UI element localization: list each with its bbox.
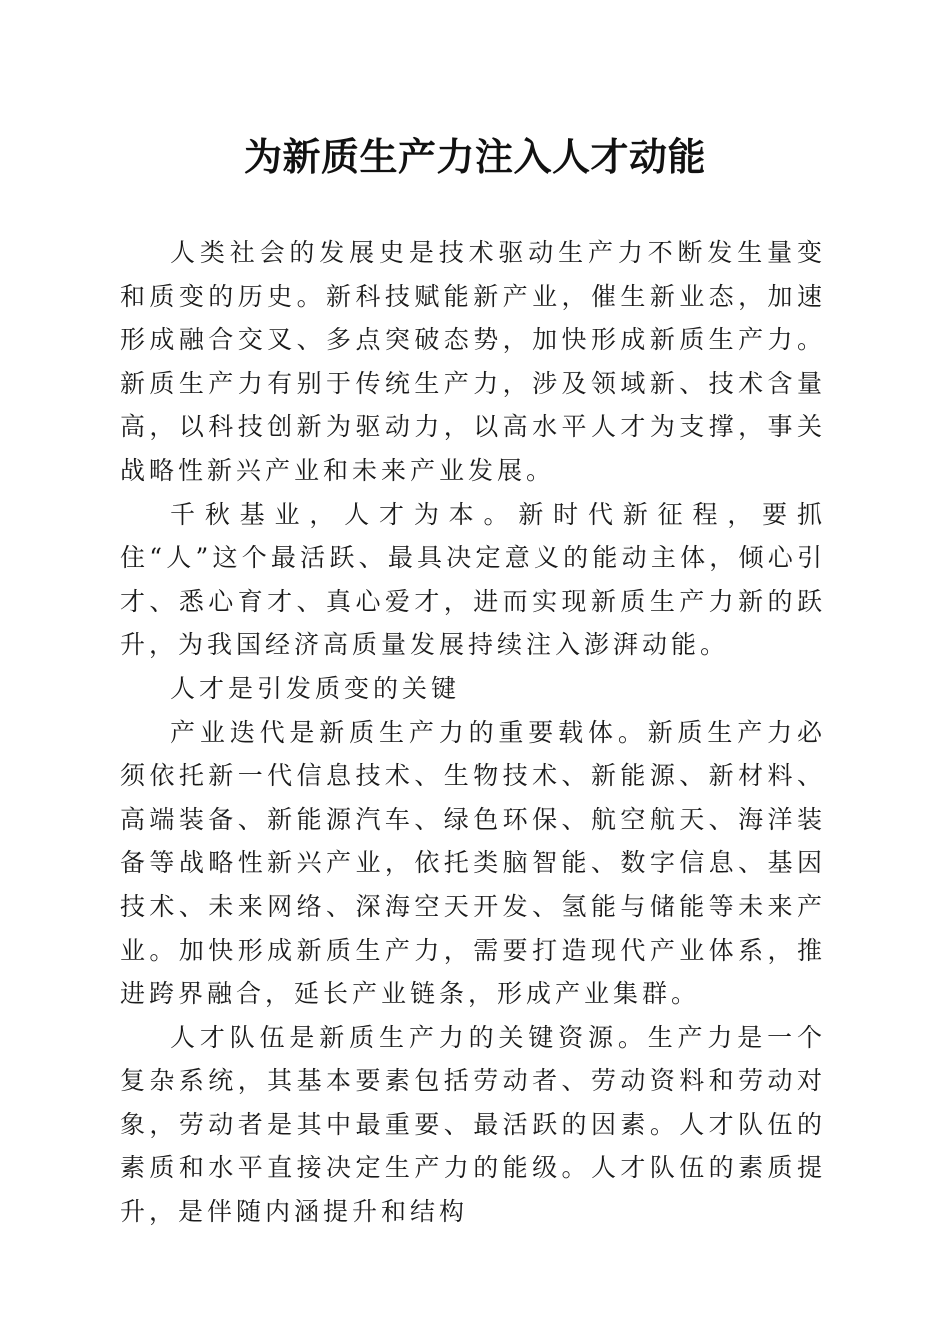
paragraph-intro: 人类社会的发展史是技术驱动生产力不断发生量变和质变的历史。新科技赋能新产业，催生新业态，加速形成融合交叉、多点突破态势，加快形成新质生产力。新质生产力有别于传统生产力，涉及领域新、技术含量高，以科技创新为驱动力，以高水平人才为支撑，事关战略性新兴产业和未来产业发展。 [120, 238, 826, 485]
paragraph-industry-iteration: 产业迭代是新质生产力的重要载体。新质生产力必须依托新一代信息技术、生物技术、新能源、新材料、高端装备、新能源汽车、绿色环保、航空航天、海洋装备等战略性新兴产业，依托类脑智能、数字信息、基因技术、未来网络、深海空天开发、氢能与储能等未来产业。加快形成新质生产力，需要打造现代产业体系，推进跨界融合，延长产业链条，形成产业集群。 [120, 717, 826, 1009]
document-body [120, 231, 826, 1234]
document-title: 为新质生产力注入人才动能 [243, 134, 706, 179]
paragraph-talent-resource: 人才队伍是新质生产力的关键资源。生产力是一个复杂系统，其基本要素包括劳动者、劳动资料和劳动对象，劳动者是其中最重要、最活跃的因素。人才队伍的素质和水平直接决定生产力的能级。人才队伍的素质提升，是伴随内涵提升和结构 [120, 1022, 826, 1227]
paragraph-talent-foundation: 千秋基业，人才为本。新时代新征程，要抓住“人”这个最活跃、最具决定意义的能动主体，倾心引才、悉心育才、真心爱才，进而实现新质生产力新的跃升，为我国经济高质量发展持续注入澎湃动能。 [120, 499, 826, 660]
section-heading: 人才是引发质变的关键 [170, 673, 461, 703]
